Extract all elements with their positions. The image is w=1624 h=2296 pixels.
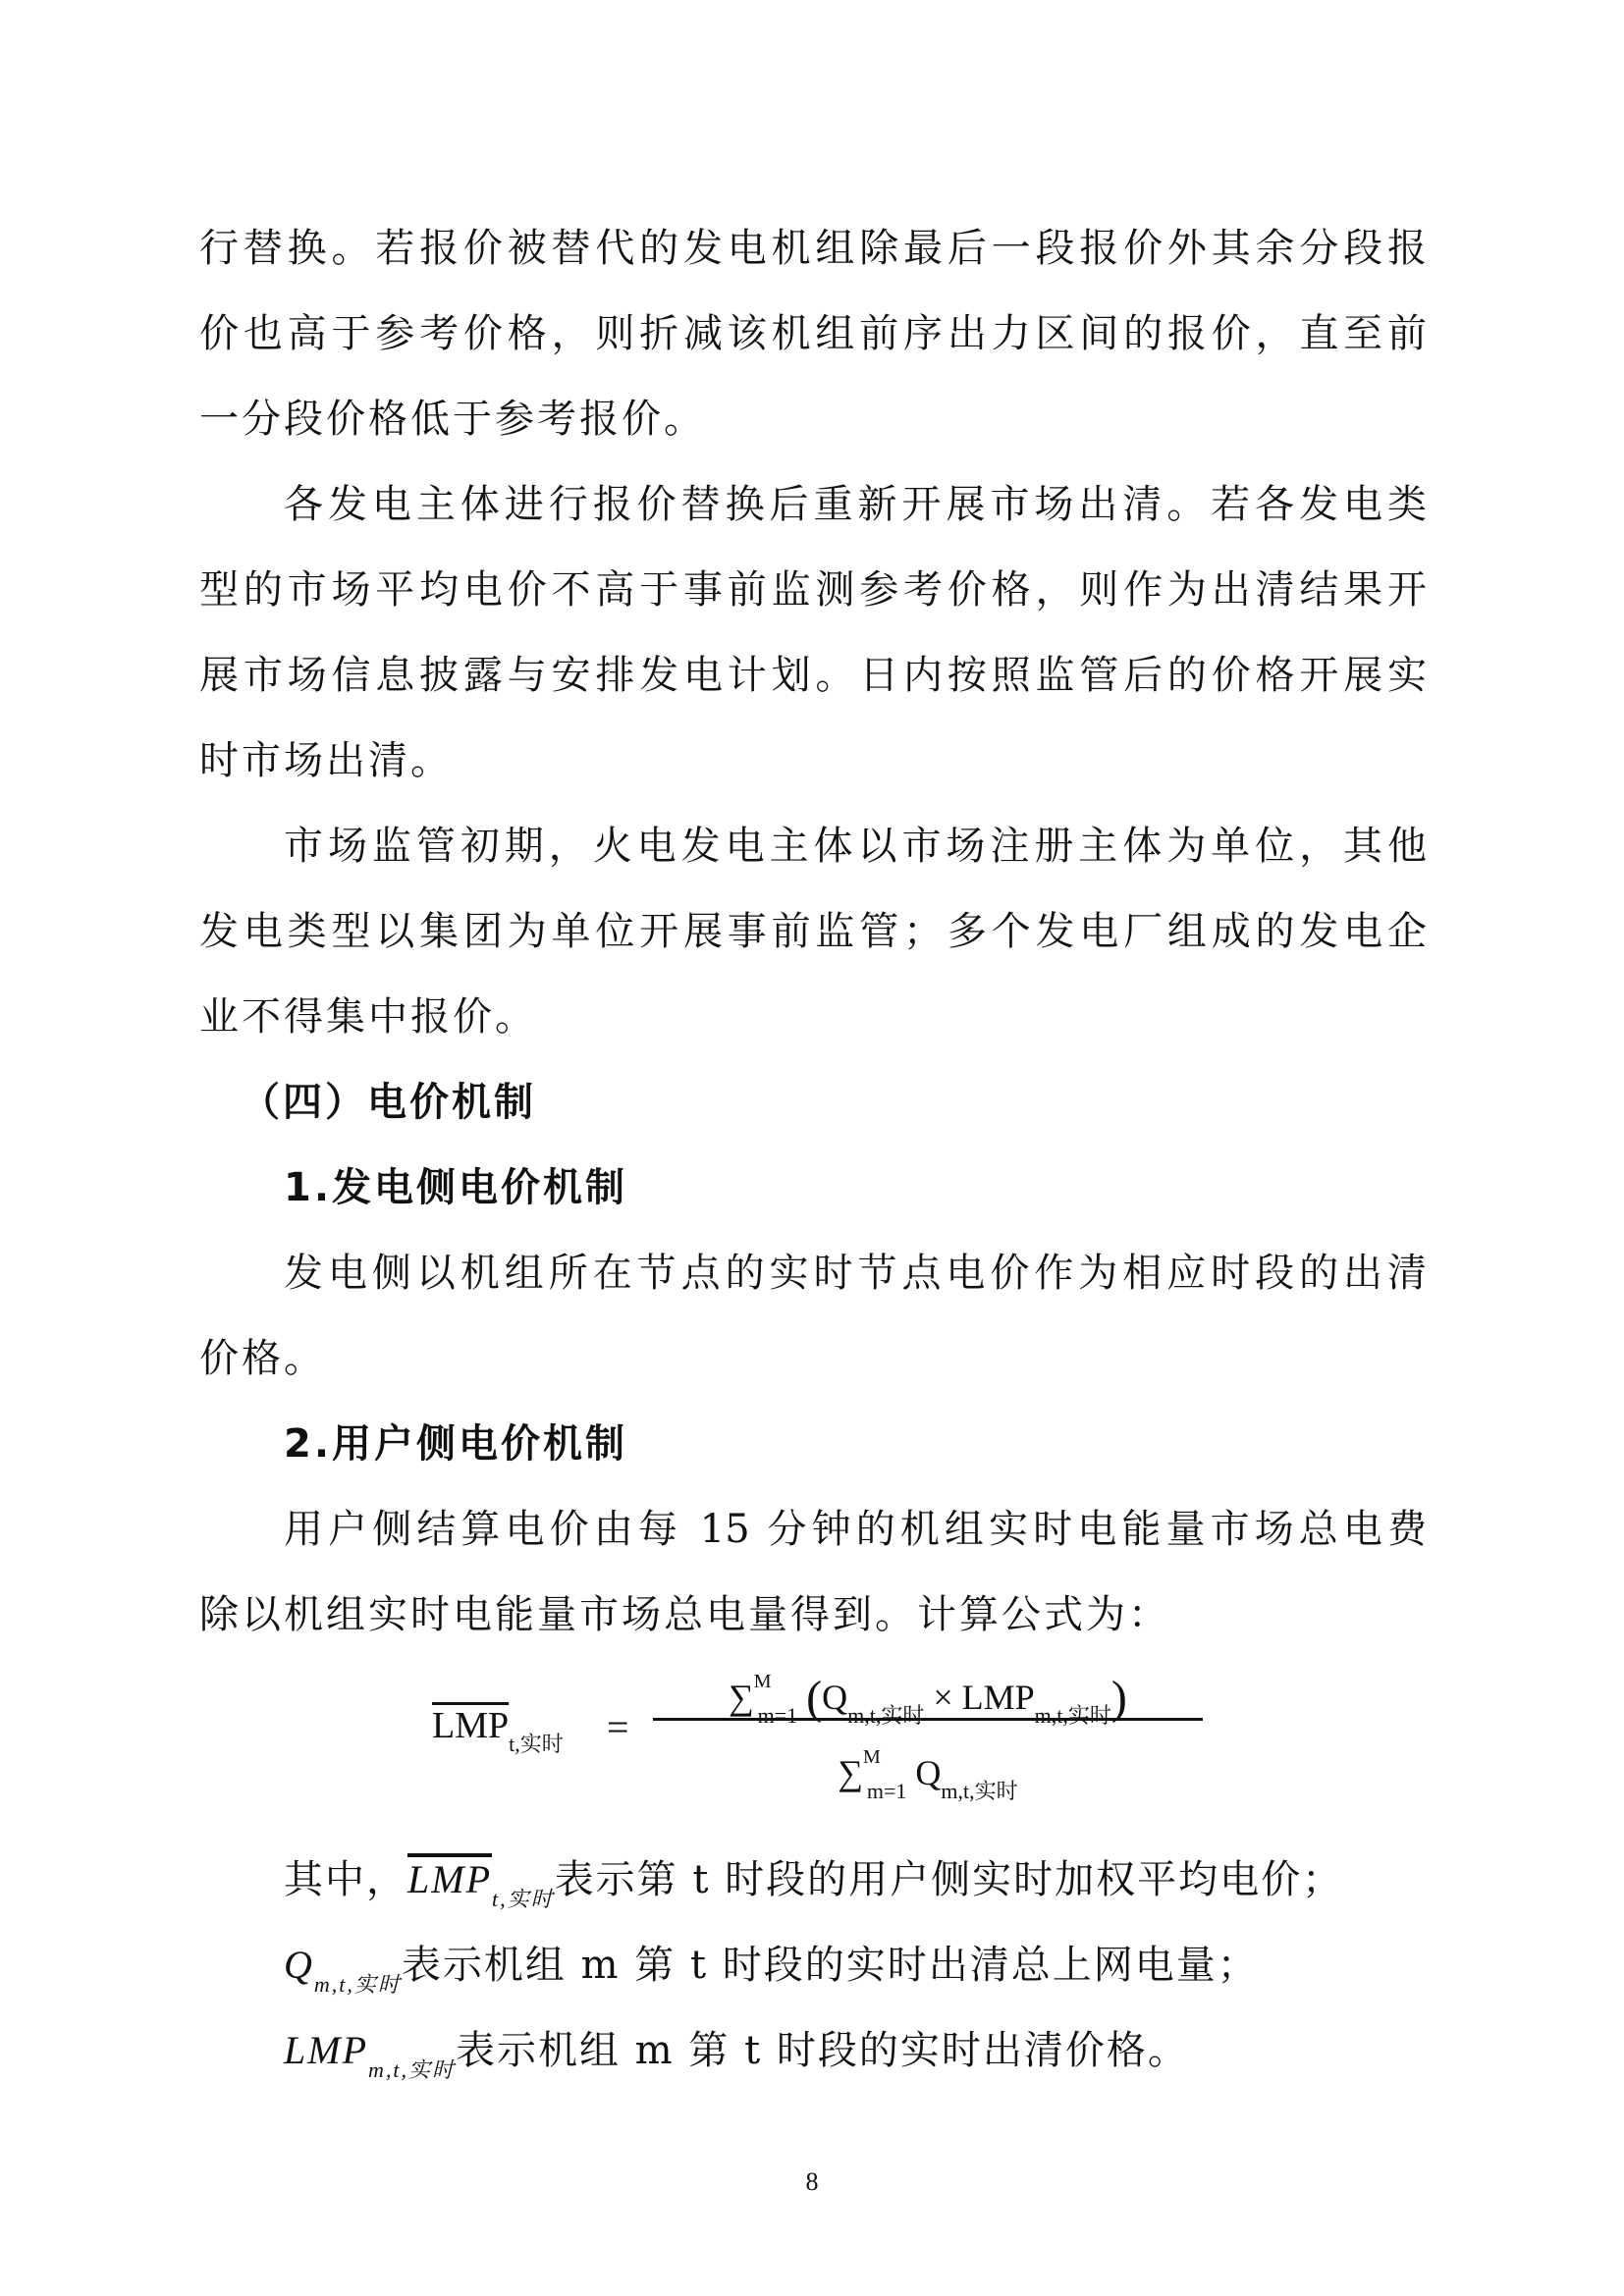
paragraph-line: 用户侧结算电价由每 15 分钟的机组实时电能量市场总电费 xyxy=(284,1507,1427,1552)
definition-symbol: $\overline{LMP}$ xyxy=(407,1857,492,1901)
q-subscript: m,t,实时 xyxy=(847,1703,925,1728)
definition-text: 表示机组 m 第 t 时段的实时出清总上网电量； xyxy=(401,1943,1259,1988)
q-symbol: Q xyxy=(915,1753,942,1792)
section-heading: （四）电价机制 xyxy=(241,1080,536,1125)
q-symbol: Q xyxy=(822,1678,848,1717)
definition-text: 表示第 t 时段的用户侧实时加权平均电价； xyxy=(554,1857,1344,1902)
page-number: 8 xyxy=(805,2167,819,2196)
formula-denominator xyxy=(653,1725,1203,1803)
formula-lhs-subscript: t,实时 xyxy=(509,1732,564,1756)
sum-symbol: ∑ xyxy=(729,1678,754,1717)
q-subscript: m,t,实时 xyxy=(941,1779,1018,1803)
definition-line xyxy=(284,1856,1427,1911)
paragraph-line: 价也高于参考价格，则折减该机组前序出力区间的报价，直至前 xyxy=(199,311,1427,356)
paragraph-line: 价格。 xyxy=(199,1336,326,1381)
paragraph-line: 业不得集中报价。 xyxy=(199,994,537,1040)
paragraph-line: 行替换。若报价被替代的发电机组除最后一段报价外其余分段报 xyxy=(199,226,1427,271)
paragraph-line: 时市场出清。 xyxy=(199,738,453,783)
paragraph-line: 发电侧以机组所在节点的实时节点电价作为相应时段的出清 xyxy=(284,1251,1427,1296)
subsection-heading: 2.用户侧电价机制 xyxy=(284,1421,628,1467)
sum-upper: M xyxy=(863,1746,881,1768)
definition-line xyxy=(284,1942,1427,1997)
paragraph-line: 型的市场平均电价不高于事前监测参考价格，则作为出清结果开 xyxy=(199,567,1427,613)
paragraph-line: 各发电主体进行报价替换后重新开展市场出清。若各发电类 xyxy=(284,482,1427,527)
lmp-formula xyxy=(432,1649,1218,1816)
formula-lhs-symbol: $\overline{LMP}$ xyxy=(432,1705,510,1746)
paragraph-line: 一分段价格低于参考报价。 xyxy=(199,397,706,442)
formula-fraction xyxy=(653,1649,1203,1803)
definition-symbol: LMP xyxy=(284,2028,368,2072)
paragraph-line: 除以机组实时电能量市场总电量得到。计算公式为： xyxy=(199,1592,1170,1637)
paragraph-line: 市场监管初期，火电发电主体以市场注册主体为单位，其他 xyxy=(284,824,1427,869)
subsection-heading: 1.发电侧电价机制 xyxy=(284,1165,628,1210)
definition-subscript: m,t,实时 xyxy=(368,2057,457,2082)
paragraph-line: 展市场信息披露与安排发电计划。日内按照监管后的价格开展实 xyxy=(199,653,1427,698)
sum-upper: M xyxy=(753,1671,772,1692)
definition-line xyxy=(284,2027,1427,2082)
definition-prefix: 其中， xyxy=(284,1857,407,1902)
definition-subscript: t,实时 xyxy=(492,1887,555,1911)
lmp-symbol: LMP xyxy=(961,1678,1035,1717)
definition-text: 表示机组 m 第 t 时段的实时出清价格。 xyxy=(456,2028,1189,2073)
paragraph-line: 发电类型以集团为单位开展事前监管；多个发电厂组成的发电企 xyxy=(199,909,1427,954)
formula-equals: = xyxy=(607,1705,629,1749)
definition-symbol: Q xyxy=(284,1943,314,1987)
sum-lower: m=1 xyxy=(757,1703,798,1728)
open-paren: ( xyxy=(806,1672,823,1724)
definition-subscript: m,t,实时 xyxy=(313,1972,402,1997)
close-paren: ) xyxy=(1110,1672,1127,1724)
sum-symbol: ∑ xyxy=(838,1753,864,1792)
lmp-subscript: m,t,实时 xyxy=(1034,1703,1111,1728)
formula-lhs xyxy=(432,1704,564,1758)
times-symbol: × xyxy=(933,1678,953,1717)
formula-numerator xyxy=(653,1649,1203,1728)
sum-lower: m=1 xyxy=(866,1779,907,1803)
